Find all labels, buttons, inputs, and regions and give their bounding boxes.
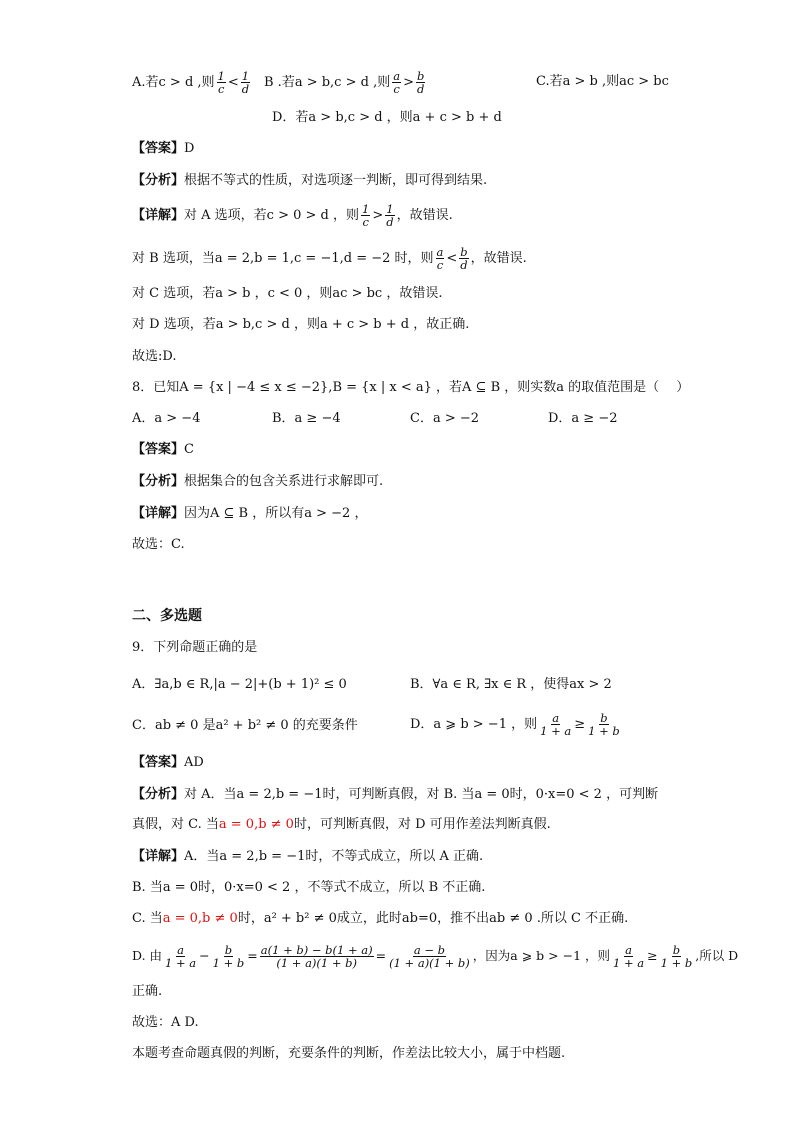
operator: > (403, 75, 414, 90)
q7-option-a-text: A.若c > d ,则 (132, 75, 215, 90)
numerator: 1 (241, 69, 250, 83)
q8-option-c: C．a > −2 (410, 411, 480, 426)
q8-conclusion: 故选：C. (132, 537, 185, 552)
operator: < (227, 75, 239, 90)
analysis-tag: 【分析】 (132, 173, 185, 188)
numerator: b (600, 711, 608, 725)
q8-option-d: D．a ≥ −2 (548, 411, 618, 426)
q7-detail-c: 对 C 选项，若a > b ，c < 0 ，则ac > bc ，故错误. (132, 286, 443, 301)
detail-text: D. 由 (132, 948, 163, 963)
denominator: 1 + b (212, 956, 245, 970)
fraction (416, 70, 425, 95)
numerator: a (393, 69, 401, 83)
fraction (459, 246, 468, 271)
numerator: b (416, 69, 425, 83)
answer-value: AD (184, 755, 204, 770)
numerator: a (552, 711, 560, 725)
q7-conclusion: 故选:D. (132, 349, 177, 364)
answer-value: C (184, 442, 194, 457)
q8-answer (132, 440, 194, 460)
fraction (660, 944, 694, 969)
denominator: d (460, 258, 468, 272)
q9-answer (132, 753, 204, 773)
operator: − (199, 948, 210, 963)
q9-detail-b: B. 当a = 0时，0·x=0 < 2 ，不等式不成立，所以 B 不正确. (132, 880, 486, 895)
fraction (217, 70, 226, 95)
numerator: 1 (217, 69, 225, 83)
q8-analysis (132, 472, 383, 492)
detail-text: 对 B 选项，当a = 2,b = 1,c = −1,d = −2 时，则 (132, 251, 434, 266)
q9-option-a: A．∃a,b ∈ R,|a − 2|+(b + 1)² ≤ 0 (132, 677, 347, 692)
numerator: a (625, 943, 632, 957)
analysis-text: 时，可判断真假，对 D 可用作差法判断真假. (293, 817, 551, 832)
detail-text: ,所以 D (695, 948, 739, 963)
q7-detail-a (132, 203, 453, 228)
answer-tag: 【答案】 (132, 442, 185, 457)
fraction (164, 944, 197, 969)
fraction (212, 944, 246, 969)
denominator: d (241, 82, 250, 96)
q7-detail-d: 对 D 选项，若a > b,c > d ，则a + c > b + d ，故正确. (132, 317, 470, 332)
fraction (392, 70, 401, 95)
q9-option-d-text: D．a ⩾ b > −1 ，则 (410, 717, 538, 732)
q8-option-b: B．a ≥ −4 (272, 411, 341, 426)
numerator: b (224, 943, 233, 957)
detail-text: ，因为a ⩾ b > −1 ，则 (472, 948, 610, 963)
detail-text: A．当a = 2,b = −1时，不等式成立，所以 A 正确. (184, 849, 484, 864)
answer-tag: 【答案】 (132, 755, 185, 770)
q7-analysis (132, 171, 487, 191)
detail-text: C. 当 (132, 911, 163, 926)
highlighted-condition: a = 0,b ≠ 0 (218, 817, 294, 832)
denominator: (1 + a)(1 + b) (276, 956, 358, 970)
fraction (539, 712, 572, 737)
q8-stem: 8．已知A = {x | −4 ≤ x ≤ −2},B = {x | x < a} ，若A ⊆ B ，则实数a 的取值范围是（ ） (132, 380, 690, 395)
highlighted-condition: a = 0,b ≠ 0 (162, 911, 238, 926)
denominator: c (217, 82, 225, 96)
denominator: 1 + a (540, 724, 572, 738)
q8-detail (132, 504, 367, 524)
q9-detail-a (132, 847, 483, 867)
q7-option-d: D．若a > b,c > d ，则a + c > b + d (272, 110, 502, 125)
denominator: d (416, 82, 425, 96)
numerator: a(1 + b) − b(1 + a) (260, 943, 373, 957)
denominator: c (393, 82, 400, 96)
q9-note: 本题考查命题真假的判断，充要条件的判断，作差法比较大小，属于中档题. (132, 1046, 566, 1061)
operator: ≥ (574, 717, 586, 732)
fraction (260, 944, 374, 969)
denominator: 1 + b (660, 956, 693, 970)
detail-text: 对 A 选项，若c > 0 > d ，则 (184, 208, 359, 223)
numerator: 1 (362, 202, 370, 216)
fraction (587, 712, 621, 737)
numerator: b (460, 245, 468, 259)
fraction (361, 203, 370, 228)
q9-analysis-2 (132, 815, 551, 835)
section-title: 二、多选题 (132, 608, 202, 624)
q9-option-d (410, 712, 623, 737)
operator: = (247, 948, 258, 963)
denominator: c (362, 215, 369, 229)
denominator: (1 + a)(1 + b) (389, 956, 470, 970)
operator: < (446, 251, 458, 266)
detail-text: 时，a² + b² ≠ 0成立，此时ab=0，推不出ab ≠ 0 .所以 C 不正确. (237, 911, 629, 926)
analysis-text: 真假，对 C. 当 (132, 817, 219, 832)
q9-detail-c (132, 909, 628, 929)
detail-tag: 【详解】 (132, 506, 185, 521)
q9-option-c: C．ab ≠ 0 是a² + b² ≠ 0 的充要条件 (132, 718, 358, 733)
numerator: a (177, 943, 185, 957)
fraction (612, 944, 645, 969)
q8-option-a: A．a > −4 (132, 411, 201, 426)
detail-text: ，故错误. (470, 251, 527, 266)
fraction (385, 203, 394, 228)
numerator: a (436, 245, 444, 259)
analysis-text: 根据不等式的性质，对选项逐一判断，即可得到结果. (184, 173, 488, 188)
denominator: d (386, 215, 394, 229)
denominator: 1 + a (165, 956, 197, 970)
fraction (436, 246, 445, 271)
denominator: 1 + a (613, 956, 645, 970)
denominator: c (436, 258, 444, 272)
q9-detail-d (132, 944, 738, 969)
q9-stem: 9．下列命题正确的是 (132, 640, 258, 655)
numerator: b (672, 943, 681, 957)
analysis-tag: 【分析】 (132, 474, 185, 489)
analysis-text: 根据集合的包含关系进行求解即可. (184, 474, 384, 489)
fraction (241, 70, 250, 95)
q7-detail-b (132, 246, 527, 271)
q9-detail-d-cont: 正确. (132, 984, 163, 999)
answer-tag: 【答案】 (132, 141, 185, 156)
detail-tag: 【详解】 (132, 208, 185, 223)
detail-text: ，故错误. (396, 208, 453, 223)
operator: = (375, 948, 387, 963)
q9-conclusion: 故选：A D. (132, 1015, 199, 1030)
answer-value: D (184, 141, 195, 156)
analysis-tag: 【分析】 (132, 787, 185, 802)
detail-tag: 【详解】 (132, 849, 185, 864)
q7-option-b-text: B .若a > b,c > d ,则 (264, 75, 391, 90)
denominator: 1 + b (588, 724, 620, 738)
q7-answer (132, 139, 194, 159)
analysis-text: 对 A．当a = 2,b = −1时，可判断真假，对 B. 当a = 0时，0·x=0 < 2 ，可判断 (184, 787, 659, 802)
operator: ≥ (647, 948, 658, 963)
operator: > (372, 208, 384, 223)
q7-option-a (132, 70, 252, 95)
detail-text: 因为A ⊆ B ，所以有a > −2 ， (184, 506, 368, 521)
q7-option-c: C.若a > b ,则ac > bc (536, 74, 669, 89)
q9-analysis-1 (132, 785, 658, 805)
numerator: 1 (386, 202, 394, 216)
q9-option-b: B．∀a ∈ R, ∃x ∈ R ，使得ax > 2 (410, 677, 612, 692)
q7-option-b (264, 70, 427, 95)
fraction (388, 944, 471, 969)
numerator: a − b (413, 943, 446, 957)
